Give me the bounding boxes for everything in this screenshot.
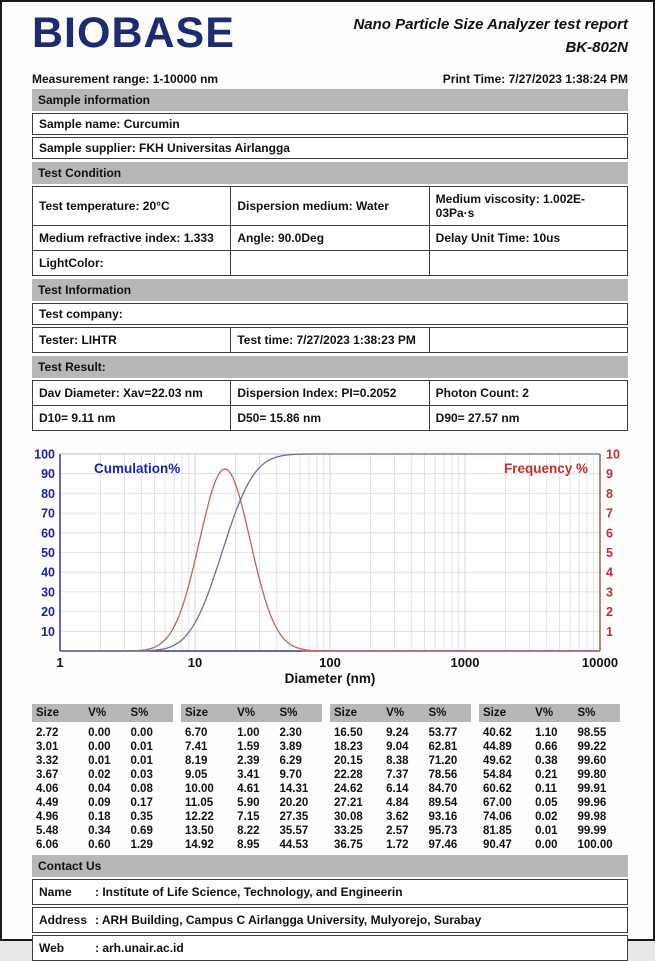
test-result-table <box>32 380 628 431</box>
svg-text:60: 60 <box>41 526 55 541</box>
value-cell: 0.01 <box>88 755 111 767</box>
medium-viscosity-cell: Medium viscosity: 1.002E-03Pa·s <box>429 187 627 226</box>
svg-text:9: 9 <box>606 467 613 482</box>
svg-text:8: 8 <box>606 486 613 501</box>
table-row <box>32 824 173 838</box>
value-cell: 7.37 <box>386 769 409 781</box>
value-cell: 2.72 <box>36 727 59 739</box>
table-row <box>479 810 620 824</box>
value-cell: 99.98 <box>577 811 607 823</box>
value-cell: 0.11 <box>535 783 557 795</box>
value-cell: 53.77 <box>428 727 458 739</box>
svg-text:1000: 1000 <box>450 655 480 670</box>
x-axis-ticks <box>56 655 618 670</box>
d50-cell: D50= 15.86 nm <box>231 406 429 431</box>
value-cell: 8.19 <box>185 755 208 767</box>
table-row <box>330 726 471 740</box>
value-cell: 10.00 <box>185 783 214 795</box>
value-cell: 20.15 <box>334 755 363 767</box>
value-cell: 0.66 <box>535 741 558 753</box>
svg-text:50: 50 <box>41 546 55 560</box>
table-row <box>33 226 628 251</box>
svg-text:10: 10 <box>41 624 55 639</box>
contact-address-value: : ARH Building, Campus C Airlangga University, Mulyorejo, Surabay <box>95 913 482 927</box>
table-row <box>32 782 173 796</box>
tester-cell: Tester: LIHTR <box>33 328 231 353</box>
value-cell: 7.41 <box>185 741 208 753</box>
value-cell: 8.95 <box>237 839 260 851</box>
value-cell: 0.18 <box>88 811 111 823</box>
value-cell: 95.73 <box>428 825 458 837</box>
column-header: V% <box>84 704 126 722</box>
size-table-header-row <box>181 704 322 722</box>
dispersion-medium-cell: Dispersion medium: Water <box>231 187 429 226</box>
value-cell: 11.05 <box>185 797 214 809</box>
value-cell: 16.50 <box>334 727 363 739</box>
value-cell: 89.54 <box>428 797 458 809</box>
table-row <box>32 726 173 740</box>
value-cell: 54.84 <box>483 769 512 781</box>
svg-text:10: 10 <box>606 447 620 462</box>
table-row <box>33 251 628 276</box>
value-cell: 99.60 <box>577 755 607 767</box>
table-row <box>479 726 620 740</box>
value-cell: 0.09 <box>88 797 111 809</box>
value-cell: 9.70 <box>279 769 302 781</box>
value-cell: 14.31 <box>279 783 309 795</box>
column-header: S% <box>424 704 471 722</box>
table-row <box>33 187 628 226</box>
empty-cell <box>231 251 429 276</box>
value-cell: 93.16 <box>428 811 458 823</box>
svg-text:80: 80 <box>41 486 55 501</box>
table-row <box>330 824 471 838</box>
value-cell: 44.53 <box>279 839 309 851</box>
size-table-header-row <box>32 704 173 722</box>
value-cell: 99.80 <box>577 769 607 781</box>
value-cell: 99.96 <box>577 797 607 809</box>
value-cell: 0.34 <box>88 825 111 837</box>
value-cell: 0.01 <box>130 741 153 753</box>
test-condition-table <box>32 186 628 276</box>
table-row <box>330 740 471 754</box>
contact-name-row <box>32 879 628 905</box>
report-header <box>32 10 628 59</box>
table-row <box>32 768 173 782</box>
dav-diameter-cell: Dav Diameter: Xav=22.03 nm <box>33 381 231 406</box>
value-cell: 0.01 <box>535 825 558 837</box>
angle-cell: Angle: 90.0Deg <box>231 226 429 251</box>
value-cell: 4.49 <box>36 797 59 809</box>
size-table-group <box>32 704 173 852</box>
biobase-logo: BIOBASE <box>32 9 235 57</box>
table-row <box>32 838 173 852</box>
table-row <box>181 810 322 824</box>
column-header: Size <box>181 704 233 722</box>
x-axis-title: Diameter (nm) <box>284 671 376 686</box>
value-cell: 3.01 <box>36 741 59 753</box>
value-cell: 99.99 <box>577 825 607 837</box>
size-table-header-row <box>479 704 620 722</box>
table-row <box>479 740 620 754</box>
svg-text:40: 40 <box>41 565 55 580</box>
model-number: BK-802N <box>565 38 628 56</box>
particle-size-chart <box>32 447 628 692</box>
table-row <box>479 782 620 796</box>
value-cell: 4.84 <box>386 797 409 809</box>
svg-text:70: 70 <box>41 506 55 521</box>
size-distribution-table <box>32 704 628 852</box>
column-header: S% <box>126 704 173 722</box>
table-row <box>181 740 322 754</box>
contact-web-row <box>32 935 628 961</box>
refractive-index-cell: Medium refractive index: 1.333 <box>33 226 231 251</box>
size-table-header-row <box>330 704 471 722</box>
value-cell: 24.62 <box>334 783 363 795</box>
test-temperature-cell: Test temperature: 20°C <box>33 187 231 226</box>
table-row <box>330 796 471 810</box>
value-cell: 1.72 <box>386 839 409 851</box>
value-cell: 90.47 <box>483 839 512 851</box>
value-cell: 4.96 <box>36 811 59 823</box>
value-cell: 30.08 <box>334 811 363 823</box>
value-cell: 74.06 <box>483 811 512 823</box>
photon-count-cell: Photon Count: 2 <box>429 381 627 406</box>
svg-text:20: 20 <box>41 605 55 620</box>
svg-text:90: 90 <box>41 467 55 482</box>
column-header: Size <box>479 704 531 722</box>
value-cell: 0.03 <box>130 769 153 781</box>
svg-text:3: 3 <box>606 585 613 600</box>
value-cell: 0.35 <box>130 811 153 823</box>
report-title: Nano Particle Size Analyzer test report <box>353 16 628 33</box>
value-cell: 3.62 <box>386 811 409 823</box>
value-cell: 0.04 <box>88 783 111 795</box>
table-row <box>181 838 322 852</box>
value-cell: 18.23 <box>334 741 363 753</box>
value-cell: 78.56 <box>428 769 458 781</box>
contact-name-value: : Institute of Life Science, Technology, and Engineerin <box>95 885 403 899</box>
value-cell: 40.62 <box>483 727 512 739</box>
table-row <box>32 810 173 824</box>
table-row <box>32 754 173 768</box>
value-cell: 44.89 <box>483 741 512 753</box>
table-row <box>330 768 471 782</box>
delay-unit-time-cell: Delay Unit Time: 10us <box>429 226 627 251</box>
value-cell: 3.41 <box>237 769 260 781</box>
value-cell: 0.08 <box>130 783 153 795</box>
sample-supplier-row: Sample supplier: FKH Universitas Airlangga <box>32 137 628 159</box>
tester-table <box>32 327 628 353</box>
section-test-condition: Test Condition <box>32 162 628 184</box>
measurement-range: Measurement range: 1-10000 nm <box>32 72 219 86</box>
value-cell: 0.00 <box>88 741 111 753</box>
value-cell: 99.91 <box>577 783 607 795</box>
meta-row <box>32 72 628 86</box>
value-cell: 81.85 <box>483 825 512 837</box>
section-test-result: Test Result: <box>32 356 628 378</box>
table-row <box>181 768 322 782</box>
value-cell: 0.02 <box>88 769 111 781</box>
svg-text:10000: 10000 <box>581 655 619 670</box>
column-header: S% <box>275 704 322 722</box>
value-cell: 2.39 <box>237 755 260 767</box>
empty-cell <box>429 251 627 276</box>
cumulation-label: Cumulation% <box>94 461 181 476</box>
table-row <box>330 754 471 768</box>
size-table-group <box>479 704 620 852</box>
value-cell: 0.17 <box>130 797 153 809</box>
value-cell: 35.57 <box>279 825 309 837</box>
left-axis-ticks <box>34 448 55 639</box>
column-header: V% <box>531 704 573 722</box>
value-cell: 4.06 <box>36 783 59 795</box>
value-cell: 0.60 <box>88 839 111 851</box>
svg-text:1: 1 <box>606 624 613 639</box>
section-test-information: Test Information <box>32 279 628 301</box>
svg-text:10: 10 <box>187 655 203 670</box>
value-cell: 71.20 <box>428 755 458 767</box>
value-cell: 8.22 <box>237 825 260 837</box>
value-cell: 0.05 <box>535 797 558 809</box>
value-cell: 0.69 <box>130 825 153 837</box>
svg-text:7: 7 <box>606 506 613 521</box>
svg-text:30: 30 <box>41 585 55 600</box>
value-cell: 6.06 <box>36 839 59 851</box>
svg-text:2: 2 <box>606 605 613 620</box>
svg-text:5: 5 <box>606 546 613 560</box>
contact-address-label: Address <box>39 913 88 927</box>
lightcolor-cell: LightColor: <box>33 251 231 276</box>
empty-cell <box>429 328 627 353</box>
svg-text:1: 1 <box>56 655 64 670</box>
sample-name-row: Sample name: Curcumin <box>32 113 628 135</box>
table-row <box>33 406 628 431</box>
contact-web-value: : arh.unair.ac.id <box>95 941 184 955</box>
table-row <box>330 810 471 824</box>
value-cell: 1.10 <box>535 727 558 739</box>
value-cell: 14.92 <box>185 839 214 851</box>
svg-text:100: 100 <box>34 447 55 462</box>
value-cell: 1.00 <box>237 727 260 739</box>
value-cell: 6.29 <box>279 755 302 767</box>
column-header: Size <box>32 704 84 722</box>
table-row <box>181 754 322 768</box>
value-cell: 0.00 <box>88 727 111 739</box>
table-row <box>181 824 322 838</box>
column-header: Size <box>330 704 382 722</box>
value-cell: 13.50 <box>185 825 214 837</box>
table-row <box>181 726 322 740</box>
column-header: V% <box>382 704 424 722</box>
value-cell: 0.38 <box>535 755 558 767</box>
value-cell: 98.55 <box>577 727 607 739</box>
value-cell: 0.00 <box>535 839 558 851</box>
table-row <box>330 782 471 796</box>
value-cell: 67.00 <box>483 797 512 809</box>
table-row <box>33 328 628 353</box>
value-cell: 1.59 <box>237 741 260 753</box>
value-cell: 1.29 <box>130 839 153 851</box>
value-cell: 84.70 <box>428 783 458 795</box>
value-cell: 27.21 <box>334 797 363 809</box>
print-time: Print Time: 7/27/2023 1:38:24 PM <box>442 72 628 86</box>
value-cell: 6.14 <box>386 783 409 795</box>
table-row <box>32 740 173 754</box>
size-table-group <box>330 704 471 852</box>
psd-chart-svg <box>32 447 628 687</box>
value-cell: 20.20 <box>279 797 309 809</box>
value-cell: 9.24 <box>386 727 409 739</box>
table-row <box>33 381 628 406</box>
contact-address-row <box>32 907 628 933</box>
value-cell: 0.21 <box>535 769 558 781</box>
value-cell: 0.00 <box>130 727 153 739</box>
value-cell: 99.22 <box>577 741 607 753</box>
d90-cell: D90= 27.57 nm <box>429 406 627 431</box>
dispersion-index-cell: Dispersion Index: PI=0.2052 <box>231 381 429 406</box>
size-table-group <box>181 704 322 852</box>
contact-name-label: Name <box>39 885 72 899</box>
value-cell: 3.67 <box>36 769 59 781</box>
value-cell: 22.28 <box>334 769 363 781</box>
frequency-label: Frequency % <box>503 461 588 476</box>
contact-web-label: Web <box>39 941 65 955</box>
value-cell: 62.81 <box>428 741 458 753</box>
section-contact-us: Contact Us <box>32 855 628 877</box>
table-row <box>479 838 620 852</box>
d10-cell: D10= 9.11 nm <box>33 406 231 431</box>
column-header: S% <box>573 704 620 722</box>
value-cell: 0.01 <box>130 755 153 767</box>
value-cell: 0.02 <box>535 811 558 823</box>
value-cell: 97.46 <box>428 839 458 851</box>
value-cell: 5.48 <box>36 825 59 837</box>
value-cell: 27.35 <box>279 811 309 823</box>
value-cell: 9.04 <box>386 741 409 753</box>
value-cell: 33.25 <box>334 825 363 837</box>
value-cell: 4.61 <box>237 783 260 795</box>
table-row <box>330 838 471 852</box>
value-cell: 2.30 <box>279 727 302 739</box>
table-row <box>479 768 620 782</box>
value-cell: 7.15 <box>237 811 260 823</box>
value-cell: 6.70 <box>185 727 208 739</box>
value-cell: 36.75 <box>334 839 363 851</box>
value-cell: 60.62 <box>483 783 512 795</box>
value-cell: 9.05 <box>185 769 208 781</box>
value-cell: 2.57 <box>386 825 409 837</box>
table-row <box>32 796 173 810</box>
report-title-block <box>353 14 628 59</box>
table-row <box>181 796 322 810</box>
value-cell: 5.90 <box>237 797 260 809</box>
value-cell: 8.38 <box>386 755 409 767</box>
svg-text:6: 6 <box>606 526 613 541</box>
table-row <box>479 754 620 768</box>
value-cell: 3.89 <box>279 741 302 753</box>
value-cell: 12.22 <box>185 811 214 823</box>
section-sample-information: Sample information <box>32 89 628 111</box>
right-axis-ticks <box>606 448 620 639</box>
test-time-cell: Test time: 7/27/2023 1:38:23 PM <box>231 328 429 353</box>
table-row <box>479 824 620 838</box>
column-header: V% <box>233 704 275 722</box>
svg-text:100: 100 <box>319 655 341 670</box>
svg-text:4: 4 <box>606 565 613 580</box>
table-row <box>479 796 620 810</box>
table-row <box>181 782 322 796</box>
value-cell: 100.00 <box>577 839 613 851</box>
value-cell: 3.32 <box>36 755 59 767</box>
test-company-row: Test company: <box>32 303 628 325</box>
value-cell: 49.62 <box>483 755 512 767</box>
